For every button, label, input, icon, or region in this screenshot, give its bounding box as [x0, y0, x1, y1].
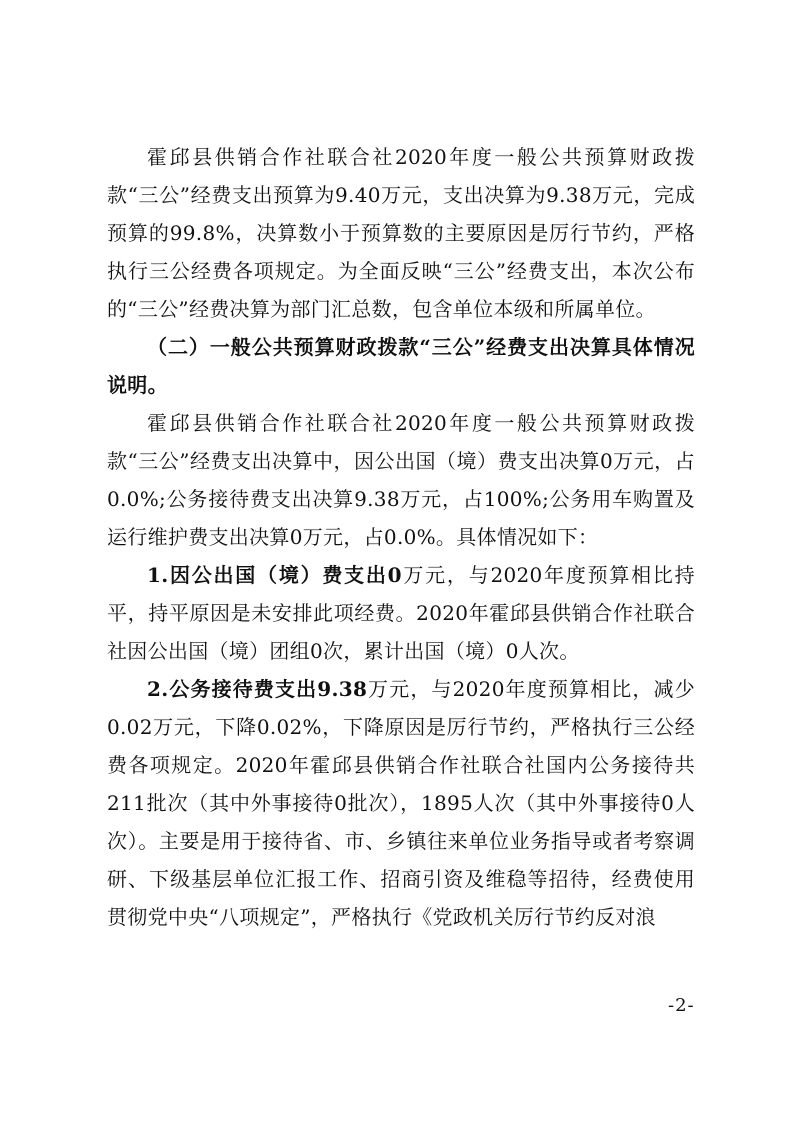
item-lead: 1.因公出国（境）费支出0 — [147, 563, 402, 587]
paragraph-overseas-travel — [107, 556, 695, 670]
paragraph-expenditure-breakdown: 霍邱县供销合作社联合社2020年度一般公共预算财政拨款“三公”经费支出决算中，因公出国（境）费支出决算0万元，占0.0%;公务接待费支出决算9.38万元，占100%;公务用车购置及运行维护费支出决算0万元，占0.0%。具体情况如下： — [107, 411, 695, 549]
item-text: 万元，与2020年度预算相比持平，持平原因是未安排此项经费。2020年霍邱县供销合作社联合社因公出国（境）团组0次，累计出国（境）0人次。 — [107, 563, 695, 663]
section-heading: （二）一般公共预算财政拨款“三公”经费支出决算具体情况说明。 — [107, 335, 695, 397]
document-body — [107, 138, 695, 936]
paragraph-budget-summary: 霍邱县供销合作社联合社2020年度一般公共预算财政拨款“三公”经费支出预算为9.40万元，支出决算为9.38万元，完成预算的99.8%，决算数小于预算数的主要原因是厉行节约，严格执行三公经费各项规定。为全面反映“三公”经费支出，本次公布的“三公”经费决算为部门汇总数，包含单位本级和所属单位。 — [107, 145, 695, 321]
paragraph-official-reception — [107, 670, 695, 936]
page-number: -2- — [668, 995, 695, 1016]
item-text: 万元，与2020年度预算相比，减少0.02万元，下降0.02%，下降原因是厉行节约，严格执行三公经费各项规定。2020年霍邱县供销合作社联合社国内公务接待共211批次（其中外事接待0批次），1895人次（其中外事接待0人次）。主要是用于接待省、市、乡镇往来单位业务指导或者考察调研、下级基层单位汇报工作、招商引资及维稳等招待，经费使用贯彻党中央“八项规定”，严格执行《党政机关厉行节约反对浪 — [107, 677, 695, 929]
item-lead: 2.公务接待费支出9.38 — [147, 677, 368, 701]
